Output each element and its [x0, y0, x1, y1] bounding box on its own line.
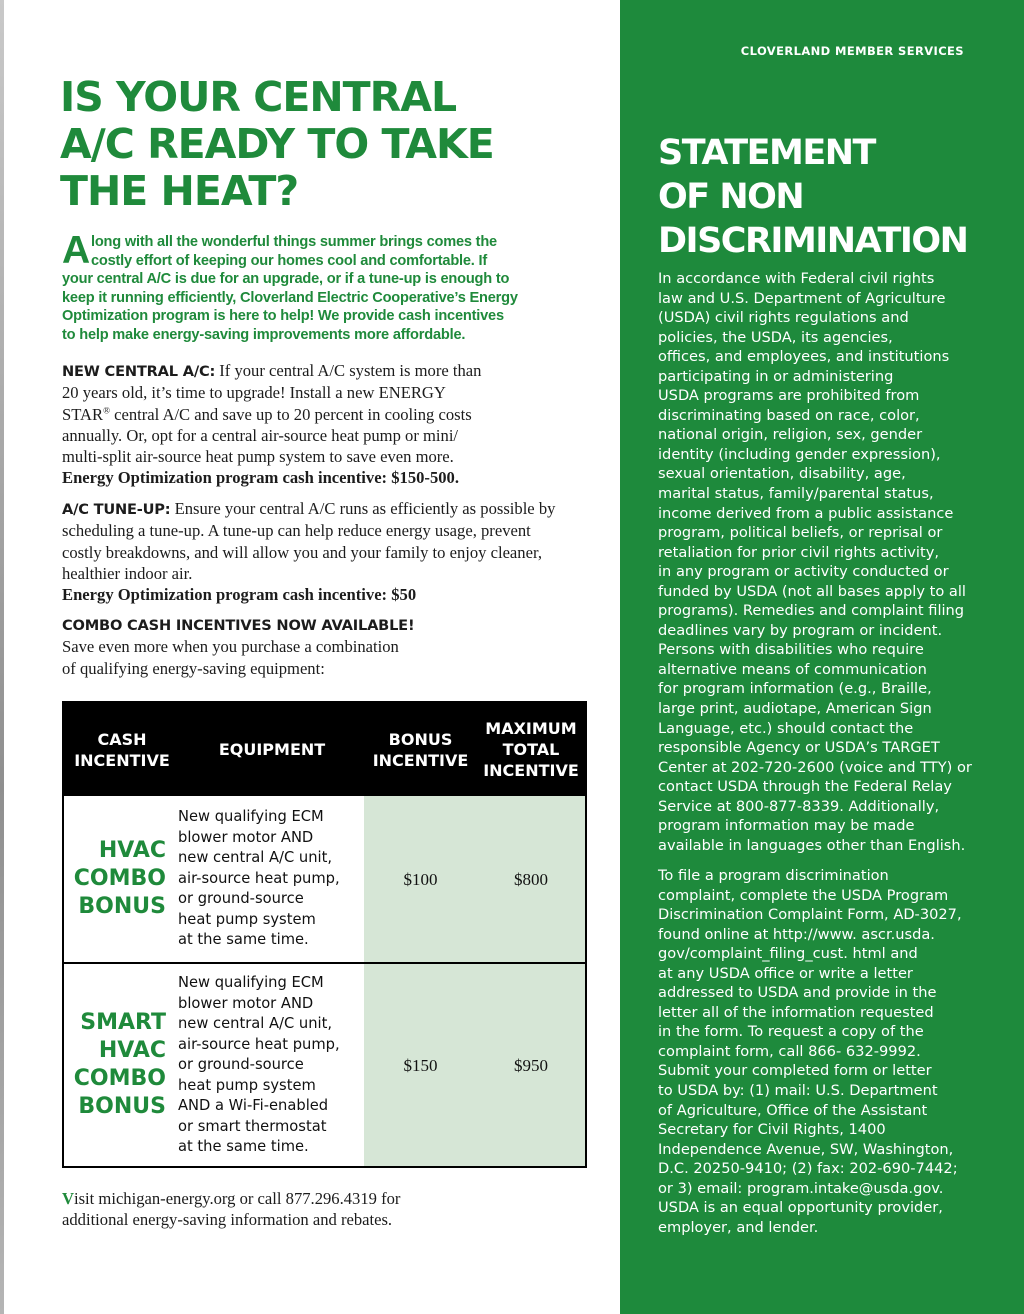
- statement-line: of Agriculture, Office of the Assistant: [658, 1101, 928, 1119]
- statement-line: for program information (e.g., Braille,: [658, 680, 932, 698]
- intro-line: long with all the wonderful things summer brings comes the: [90, 234, 497, 250]
- tune-up-section: [62, 498, 602, 605]
- statement-line: funded by USDA (not all bases apply to all: [658, 582, 966, 600]
- statement-line: discriminating based on race, color,: [658, 406, 920, 424]
- statement-line: gov/complaint_filing_cust. html and: [658, 945, 918, 963]
- row-label-hvac-combo-bonus: HVAC COMBO BONUS: [73, 838, 166, 919]
- panel-title-line: DISCRIMINATION: [658, 221, 968, 261]
- statement-line: letter all of the information requested: [658, 1003, 934, 1021]
- statement-line: marital status, family/parental status,: [658, 485, 934, 503]
- statement-line: retaliation for prior civil rights activity,: [658, 543, 939, 561]
- combo-text: Save even more when you purchase a combination: [62, 637, 399, 657]
- tune-up-lead: A/C TUNE-UP:: [62, 501, 171, 518]
- statement-line: USDA programs are prohibited from: [658, 387, 920, 405]
- row-equipment-hvac-combo: New qualifying ECM blower motor AND new central A/C unit, air-source heat pump, or ground-source heat pump system at the same time.: [178, 808, 340, 948]
- statement-line: offices, and employees, and institutions: [658, 348, 950, 366]
- statement-line: In accordance with Federal civil rights: [658, 270, 935, 287]
- headline-line: IS YOUR CENTRAL: [60, 73, 457, 121]
- tune-up-text: healthier indoor air.: [62, 563, 193, 583]
- combo-heading: COMBO CASH INCENTIVES NOW AVAILABLE!: [62, 617, 415, 634]
- combo-section: [62, 615, 602, 679]
- headline-line: A/C READY TO TAKE: [60, 120, 494, 168]
- statement-line: Independence Avenue, SW, Washington,: [658, 1140, 954, 1158]
- section-kicker: CLOVERLAND MEMBER SERVICES: [740, 44, 964, 58]
- new-ac-text: If your central A/C system is more than: [215, 361, 482, 380]
- statement-line: Persons with disabilities who require: [658, 641, 924, 659]
- statement-line: USDA is an equal opportunity provider,: [658, 1199, 943, 1217]
- intro-line: to help make energy-saving improvements more affordable.: [62, 326, 466, 343]
- intro-line: your central A/C is due for an upgrade, or if a tune-up is enough to: [62, 271, 510, 288]
- row-max-value: $950: [514, 1056, 548, 1075]
- statement-line: program, political beliefs, or reprisal or: [658, 524, 943, 542]
- table-header: [64, 703, 585, 796]
- statement-line: at any USDA office or write a letter: [658, 964, 913, 982]
- new-ac-text: STAR: [62, 404, 104, 424]
- tune-up-text: costly breakdowns, and will allow you and your family to enjoy cleaner,: [62, 542, 542, 562]
- statement-line: national origin, religion, sex, gender: [658, 426, 923, 444]
- statement-line: Center at 202-720-2600 (voice and TTY) or: [658, 758, 972, 776]
- statement-line: participating in or administering: [658, 367, 894, 385]
- statement-line: Secretary for Civil Rights, 1400: [658, 1121, 886, 1139]
- statement-line: Discrimination Complaint Form, AD-3027,: [658, 906, 962, 924]
- statement-line: deadlines vary by program or incident.: [658, 621, 943, 639]
- statement-paragraph-1: [658, 269, 1018, 855]
- row-max-value: $800: [514, 870, 548, 889]
- row-bonus-value: $100: [403, 870, 438, 889]
- statement-line: income derived from a public assistance: [658, 504, 954, 522]
- statement-line: addressed to USDA and provide in the: [658, 984, 937, 1002]
- page-edge-strip: [0, 0, 4, 1314]
- intro-line: costly effort of keeping our homes cool and comfortable. If: [90, 252, 488, 269]
- header-bonus-incentive: BONUS INCENTIVE: [372, 729, 469, 770]
- panel-title-line: OF NON: [658, 177, 804, 217]
- intro-paragraph: [62, 229, 537, 345]
- tune-up-incentive: Energy Optimization program cash incentive: $50: [62, 585, 417, 605]
- statement-line: To file a program discrimination: [658, 867, 889, 884]
- row-equipment-smart-hvac-combo: New qualifying ECM blower motor AND new central A/C unit, air-source heat pump, or ground-source heat pump system AND a Wi-Fi-enabled or smart thermostat at the same time.: [178, 974, 340, 1155]
- header-equipment: EQUIPMENT: [218, 740, 326, 759]
- new-central-ac-section: [62, 360, 602, 489]
- new-ac-incentive: Energy Optimization program cash incentive: $150-500.: [62, 468, 459, 488]
- headline-line: THE HEAT?: [60, 167, 299, 215]
- statement-line: (USDA) civil rights regulations and: [658, 309, 909, 327]
- statement-line: or 3) email: program.intake@usda.gov.: [658, 1179, 944, 1197]
- statement-line: Language, etc.) should contact the: [658, 719, 914, 737]
- statement-line: Submit your completed form or letter: [658, 1062, 932, 1080]
- statement-line: identity (including gender expression),: [658, 445, 941, 463]
- new-ac-text: multi-split air-source heat pump system to save even more.: [62, 447, 454, 467]
- footer-text: isit michigan-energy.org or call 877.296.4319 for: [73, 1189, 401, 1208]
- footer-text: additional energy-saving information and rebates.: [62, 1209, 393, 1229]
- statement-line: sexual orientation, disability, age,: [658, 465, 906, 483]
- statement-line: found online at http://www. ascr.usda.: [658, 925, 935, 943]
- statement-line: responsible Agency or USDA’s TARGET: [658, 739, 940, 757]
- statement-paragraph-2: [658, 866, 1018, 1237]
- tune-up-text: Ensure your central A/C runs as efficiently as possible by: [170, 499, 556, 518]
- intro-line: Optimization program is here to help! We provide cash incentives: [62, 308, 504, 325]
- row-label-smart-hvac-combo-bonus: SMART HVAC COMBO BONUS: [73, 1010, 166, 1119]
- registered-mark: ®: [103, 405, 110, 416]
- incentive-columns-shade: [364, 796, 585, 1166]
- statement-line: complaint form, call 866- 632-9992.: [658, 1042, 921, 1060]
- row-bonus-value: $150: [403, 1056, 438, 1075]
- statement-line: Service at 800-877-8339. Additionally,: [658, 797, 940, 815]
- statement-line: complaint, complete the USDA Program: [658, 886, 949, 904]
- statement-line: policies, the USDA, its agencies,: [658, 328, 893, 346]
- nondiscrimination-panel: [620, 0, 1024, 1314]
- statement-line: employer, and lender.: [658, 1218, 819, 1236]
- statement-line: in the form. To request a copy of the: [658, 1023, 924, 1041]
- new-ac-text: central A/C and save up to 20 percent in cooling costs: [109, 404, 472, 424]
- statement-line: available in languages other than English.: [658, 836, 966, 854]
- panel-title-line: STATEMENT: [658, 133, 875, 173]
- statement-line: law and U.S. Department of Agriculture: [658, 289, 946, 307]
- new-ac-text: 20 years old, it’s time to upgrade! Install a new ENERGY: [62, 383, 446, 403]
- statement-line: alternative means of communication: [658, 660, 927, 678]
- statement-line: program information may be made: [658, 817, 915, 835]
- header-maximum-total-incentive: MAXIMUM TOTAL INCENTIVE: [483, 719, 579, 780]
- combo-text: of qualifying energy-saving equipment:: [62, 658, 325, 678]
- panel-title: [658, 131, 967, 263]
- article-headline: [60, 74, 600, 215]
- statement-line: to USDA by: (1) mail: U.S. Department: [658, 1082, 938, 1100]
- header-cash-incentive: CASH INCENTIVE: [74, 729, 170, 770]
- footer-initial: V: [62, 1189, 74, 1208]
- statement-line: large print, audiotape, American Sign: [658, 700, 932, 718]
- incentive-table: [62, 701, 587, 1168]
- statement-line: contact USDA through the Federal Relay: [658, 778, 952, 796]
- footer-contact-note: [62, 1189, 602, 1231]
- statement-line: D.C. 20250-9410; (2) fax: 202-690-7442;: [658, 1160, 958, 1178]
- statement-line: programs). Remedies and complaint filing: [658, 602, 965, 620]
- statement-line: in any program or activity conducted or: [658, 563, 949, 581]
- new-ac-lead: NEW CENTRAL A/C:: [62, 363, 216, 380]
- drop-cap: A: [62, 229, 90, 272]
- intro-line: keep it running efficiently, Cloverland Electric Cooperative’s Energy: [62, 289, 518, 306]
- new-ac-text: annually. Or, opt for a central air-source heat pump or mini/: [62, 425, 459, 445]
- tune-up-text: scheduling a tune-up. A tune-up can help reduce energy usage, prevent: [62, 521, 531, 541]
